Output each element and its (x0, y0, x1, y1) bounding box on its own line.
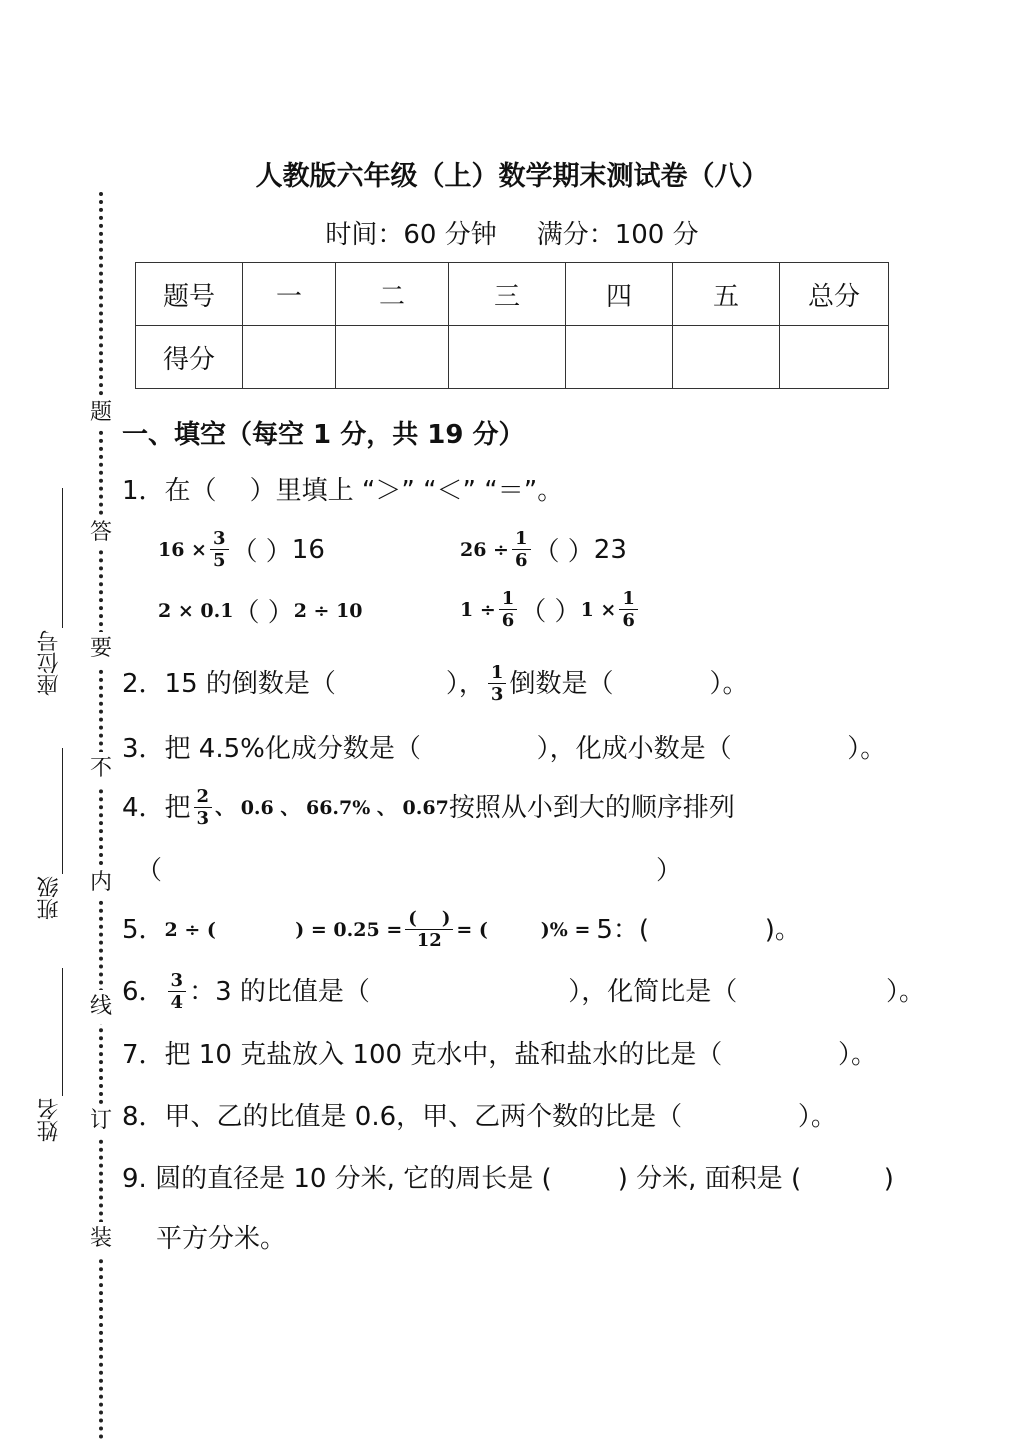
score-table-header-row (136, 263, 889, 326)
section-heading: 一、填空（每空 1 分，共 19 分） (122, 420, 525, 450)
fraction: $\frac{1}{3}$ (488, 662, 507, 705)
row-label-cell: 得分 (136, 326, 243, 389)
margin-char: 装 (84, 1222, 118, 1256)
fraction: $\frac{2}{3}$ (194, 786, 213, 829)
exam-info (0, 214, 1024, 251)
question-1-stem: 1．在（ ）里填上 “＞” “＜” “＝”。 (122, 476, 564, 506)
question-8: 8．甲、乙的比值是 0.6，甲、乙两个数的比是（ ）。 (122, 1102, 837, 1132)
question-4-answer-open[interactable]: （ (136, 856, 163, 886)
name-label: 姓名 (37, 1098, 62, 1142)
column-cell: 一 (243, 263, 336, 326)
margin-char: 订 (84, 1104, 118, 1138)
column-cell: 五 (673, 263, 780, 326)
question-7: 7．把 10 克盐放入 100 克水中，盐和盐水的比是（ ）。 (122, 1040, 878, 1070)
fraction: $\frac{1}{6}$ (619, 588, 638, 631)
name-line (62, 968, 63, 1096)
score-input-cell[interactable] (673, 326, 780, 389)
question-1d: 1 ÷ $\frac{1}{6}$ （ ） 1 × $\frac{1}{6}$ (460, 588, 641, 631)
question-1a: 16 × $\frac{3}{5}$ （ ） 16 (158, 528, 325, 571)
answer-blank[interactable]: （ ） (533, 537, 594, 567)
question-3: 3．把 4.5%化成分数是（ ），化成小数是（ ）。 (122, 734, 887, 764)
score-input-cell[interactable] (243, 326, 336, 389)
answer-blank[interactable]: （ ） (231, 537, 292, 567)
score-table-score-row (136, 326, 889, 389)
fraction: $\frac{1}{6}$ (512, 528, 531, 571)
class-label: 班级 (37, 876, 62, 920)
exam-title: 人教版六年级（上）数学期末测试卷（八） (255, 161, 769, 192)
score-table (135, 262, 889, 389)
column-cell: 二 (336, 263, 449, 326)
column-cell: 三 (449, 263, 566, 326)
score-input-cell[interactable] (566, 326, 673, 389)
margin-char: 要 (84, 632, 118, 666)
margin-char: 答 (84, 516, 118, 550)
answer-blank[interactable]: （ ） (233, 598, 294, 628)
question-5: 5． 2 ÷ ( ) = 0.25 = $\frac{( )}{12}$ = ( )% = 5：( )。 (122, 908, 801, 951)
class-line (62, 748, 63, 874)
question-9: 9. 圆的直径是 10 分米, 它的周长是 ( ) 分米, 面积是 ( ) (122, 1164, 894, 1194)
fraction: $\frac{( )}{12}$ (405, 908, 453, 951)
margin-char: 题 (84, 396, 118, 430)
question-9-continued: 平方分米。 (156, 1224, 287, 1254)
fraction: $\frac{1}{6}$ (499, 588, 518, 631)
fraction: $\frac{3}{5}$ (210, 528, 229, 571)
seat-number-line (62, 488, 63, 628)
time-limit: 时间：60 分钟 (325, 220, 497, 250)
question-4: 4．把 $\frac{2}{3}$ 、 0.6 、 66.7% 、 0.67 按照从小到大的顺序排列 (122, 786, 735, 829)
score-input-cell[interactable] (336, 326, 449, 389)
question-6: 6． $\frac{3}{4}$ ：3 的比值是（ ），化简比是（ ）。 (122, 970, 926, 1013)
header-label-cell: 题号 (136, 263, 243, 326)
score-input-cell[interactable] (780, 326, 889, 389)
question-1c: 2 × 0.1 （ ） 2 ÷ 10 (158, 592, 363, 629)
question-4-answer-close: ） (656, 856, 683, 886)
margin-char: 不 (84, 752, 118, 786)
fraction: $\frac{3}{4}$ (168, 970, 187, 1013)
margin-char: 线 (84, 990, 118, 1024)
seat-number-label: 座位号 (37, 630, 62, 696)
score-input-cell[interactable] (449, 326, 566, 389)
answer-blank[interactable]: （ ） (520, 597, 581, 627)
column-cell: 四 (566, 263, 673, 326)
full-score: 满分：100 分 (536, 220, 699, 250)
question-2: 2．15 的倒数是（ ）， $\frac{1}{3}$ 倒数是（ ）。 (122, 662, 749, 705)
column-cell: 总分 (780, 263, 889, 326)
margin-char: 内 (84, 866, 118, 900)
question-1b: 26 ÷ $\frac{1}{6}$ （ ） 23 (460, 528, 627, 571)
